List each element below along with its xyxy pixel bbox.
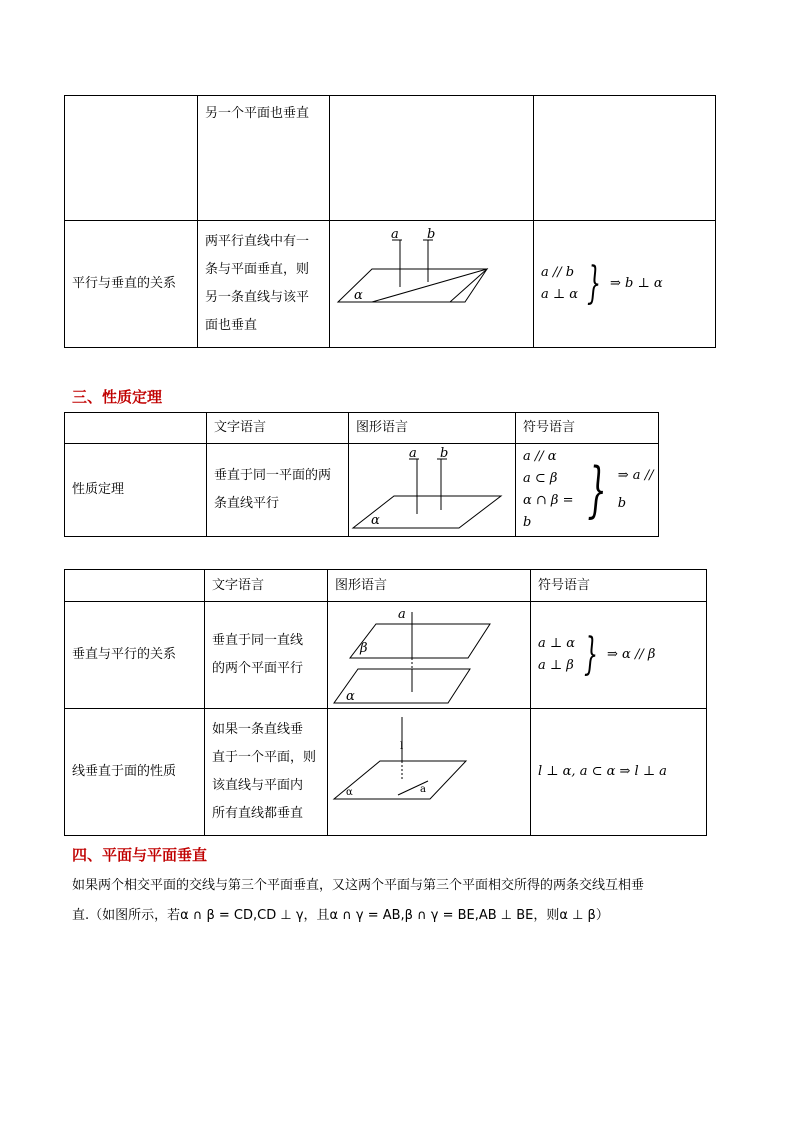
label-a: a bbox=[391, 226, 399, 242]
text-line: 所有直线都垂直 bbox=[212, 806, 304, 821]
table-parallel-perpendicular bbox=[64, 95, 716, 348]
header-cell: 符号语言 bbox=[531, 570, 707, 602]
text-line: 两平行直线中有一 bbox=[205, 234, 310, 249]
line-perpendicular-plane-figure bbox=[328, 709, 531, 835]
row-label: 性质定理 bbox=[65, 444, 207, 537]
header-cell: 图形语言 bbox=[349, 413, 516, 444]
table-row bbox=[65, 602, 707, 709]
para-line: 如果两个相交平面的交线与第三个平面垂直，又这两个平面与第三个平面相交所得的两条交线互相垂 bbox=[72, 878, 645, 893]
text-line: 的两个平面平行 bbox=[212, 661, 304, 676]
sym-line: a ⊥ β bbox=[538, 658, 574, 673]
plane-alpha bbox=[334, 761, 466, 799]
plane-beta bbox=[350, 624, 490, 658]
label-alpha: α bbox=[346, 689, 355, 704]
label-alpha: α bbox=[371, 513, 380, 528]
symbol-cell: l ⊥ α, a ⊂ α ⇒ l ⊥ a bbox=[531, 709, 707, 836]
sym-line: a ⊥ α bbox=[541, 287, 579, 302]
table-row bbox=[65, 709, 707, 836]
label-a: a bbox=[420, 784, 426, 795]
label-b: b bbox=[440, 446, 449, 461]
label-a: a bbox=[409, 446, 417, 461]
sym-line: a ⊂ β bbox=[523, 471, 558, 486]
table-header-row bbox=[65, 570, 707, 602]
header-cell: 图形语言 bbox=[328, 570, 531, 602]
header-cell bbox=[65, 570, 205, 602]
text-line: 面也垂直 bbox=[205, 318, 258, 333]
row-label: 线垂直于面的性质 bbox=[65, 709, 205, 836]
text-line: 该直线与平面内 bbox=[212, 778, 304, 793]
text-line: 另一条直线与该平 bbox=[205, 290, 310, 305]
row-label: 平行与垂直的关系 bbox=[65, 221, 198, 348]
text-line: 如果一条直线垂 bbox=[212, 722, 304, 737]
table-row bbox=[65, 221, 716, 348]
text-cell bbox=[207, 444, 349, 537]
symbol-cell: a ⊥ α a ⊥ β } ⇒ α // β bbox=[531, 602, 707, 709]
label-beta: β bbox=[360, 641, 368, 656]
figure-cell bbox=[330, 221, 534, 348]
label-l: l bbox=[400, 741, 404, 752]
sym-line: α ∩ β = b bbox=[523, 493, 574, 530]
label-a: a bbox=[398, 607, 406, 622]
sym-result: ⇒ b ⊥ α bbox=[610, 276, 663, 291]
table-header-row bbox=[65, 413, 659, 444]
table-perpendicular-properties bbox=[64, 569, 707, 836]
sym-result: ⇒ α // β bbox=[607, 647, 656, 662]
sym-result: ⇒ a // b bbox=[617, 468, 654, 511]
table-row bbox=[65, 444, 659, 537]
text-line: 条与平面垂直，则 bbox=[205, 262, 310, 277]
header-cell: 文字语言 bbox=[207, 413, 349, 444]
header-cell: 文字语言 bbox=[205, 570, 328, 602]
symbol-cell: a // α a ⊂ β α ∩ β = b } ⇒ a // b bbox=[516, 444, 659, 537]
table-property-theorem bbox=[64, 412, 659, 537]
text-cell bbox=[205, 709, 328, 836]
text-cell bbox=[198, 221, 330, 348]
symbol-cell: a // b a ⊥ α } ⇒ b ⊥ α bbox=[534, 221, 716, 348]
sym-line: a ⊥ α bbox=[538, 636, 576, 651]
sym-line: a // α bbox=[523, 449, 557, 464]
text-cell: 另一个平面也垂直 bbox=[198, 96, 330, 221]
text-line: 垂直于同一平面的两 bbox=[214, 468, 332, 483]
section-heading: 三、性质定理 bbox=[72, 388, 163, 406]
row-label: 垂直与平行的关系 bbox=[65, 602, 205, 709]
figure-cell bbox=[349, 444, 516, 537]
label-b: b bbox=[427, 226, 436, 242]
sym-line: a // b bbox=[541, 265, 575, 280]
figure-cell bbox=[328, 709, 531, 836]
figure-cell bbox=[328, 602, 531, 709]
text-cell bbox=[205, 602, 328, 709]
table-row bbox=[65, 96, 716, 221]
section-heading: 四、平面与平面垂直 bbox=[72, 846, 208, 864]
parallel-lines-figure bbox=[330, 222, 534, 347]
text-line: 直于一个平面，则 bbox=[212, 750, 317, 765]
header-cell bbox=[65, 413, 207, 444]
label-alpha: α bbox=[346, 787, 353, 798]
label-alpha: α bbox=[354, 287, 363, 303]
text-line: 垂直于同一直线 bbox=[212, 633, 304, 648]
cell-empty bbox=[330, 96, 534, 221]
two-parallel-planes-figure bbox=[328, 602, 531, 708]
property-theorem-figure bbox=[349, 444, 516, 536]
para-line: 直.（如图所示，若α ∩ β = CD,CD ⊥ γ，且α ∩ γ = AB,β ∩ γ = BE,AB ⊥ BE，则α ⊥ β） bbox=[72, 908, 609, 923]
cell-empty bbox=[534, 96, 716, 221]
header-cell: 符号语言 bbox=[516, 413, 659, 444]
paragraph bbox=[72, 871, 722, 931]
text-line: 条直线平行 bbox=[214, 496, 280, 511]
cell-empty bbox=[65, 96, 198, 221]
